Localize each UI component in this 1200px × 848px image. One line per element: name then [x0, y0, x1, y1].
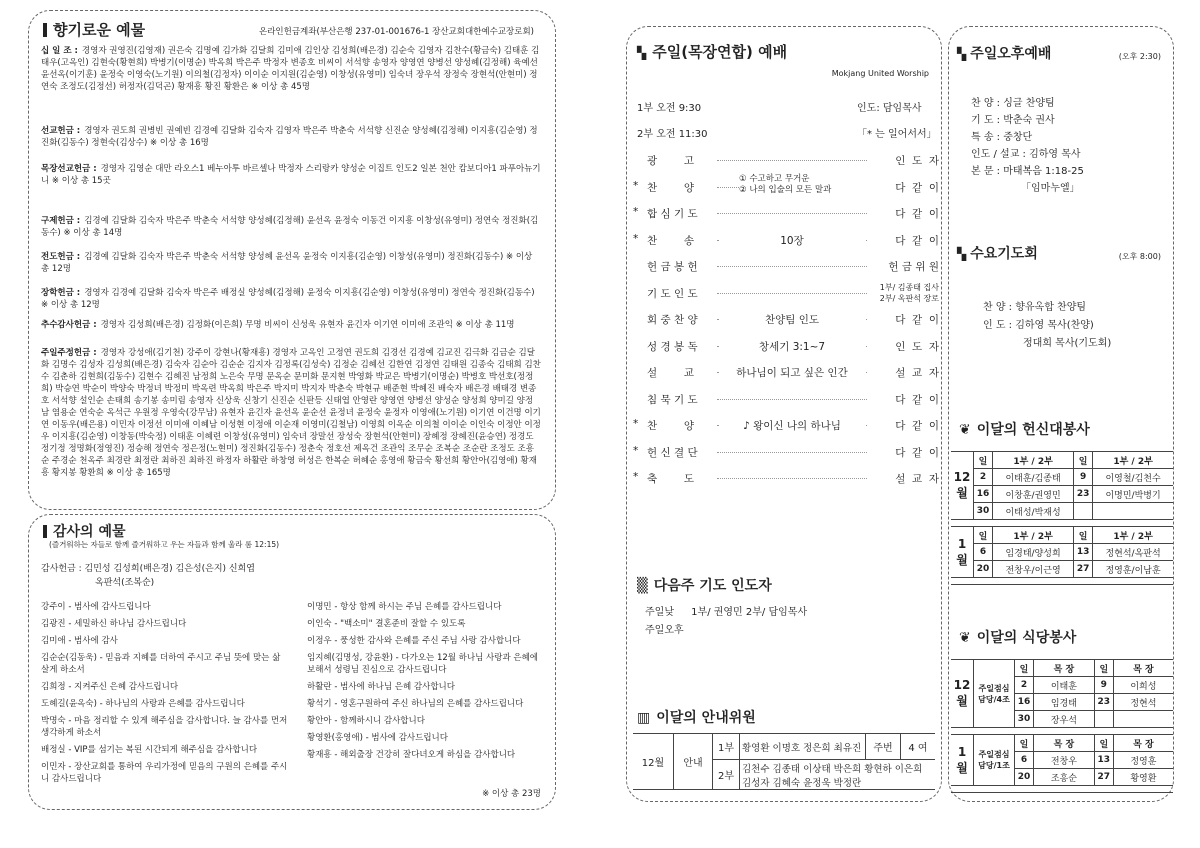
afternoon-title	[957, 43, 1051, 63]
order-label: 성 경 봉 독	[647, 340, 698, 353]
order-content: 창세기 3:1~7	[719, 339, 865, 354]
table-cell: 30	[974, 503, 993, 520]
duty-table	[951, 451, 1173, 585]
wed-time: (오후 8:00)	[1118, 252, 1161, 261]
thanks-subtitle: (즐거워하는 자들로 함께 즐거워하고 우는 자들과 함께 울라 롬 12:15)	[49, 540, 280, 549]
table-cell: 장우석	[1034, 711, 1095, 728]
standing-mark: *	[633, 179, 639, 192]
order-leader: 다 같 이	[895, 234, 939, 247]
table-cell: 6	[1015, 752, 1034, 769]
order-row	[627, 282, 941, 304]
thanks-entry: 이명민 - 항상 함께 하시는 주님 은혜를 감사드립니다	[307, 602, 502, 612]
table-cell: 이창훈/권영민	[993, 486, 1074, 503]
next-prayer-line2: 주일오후	[645, 625, 684, 636]
wed-title	[957, 243, 1038, 263]
offering-names: 경영자 김성희(배은경) 김정화(이은희) 무명 비씨이 신성욱 유현자 윤긴자 이기연 이미애 조관익 ※ 이상 총 11명	[100, 320, 515, 330]
order-leader: 다 같 이	[895, 446, 939, 459]
table-cell: 이희성	[1113, 677, 1173, 694]
thanks-title	[43, 521, 126, 541]
duty-label-cell: 주일점심 담당/4조	[974, 660, 1015, 728]
table-cell	[1074, 503, 1093, 520]
table-row	[951, 503, 1173, 520]
leader-dots	[717, 293, 867, 294]
bullet-icon: ▚	[957, 247, 967, 261]
bullet-icon: ▚	[957, 47, 967, 61]
flower-icon: ❦	[959, 422, 971, 438]
table-cell	[1093, 503, 1173, 520]
standing-note: 「* 는 일어서서」	[857, 129, 937, 140]
order-content: ♪ 왕이신 나의 하나님	[719, 418, 865, 433]
table-cell: 이영철/김천수	[1093, 469, 1173, 486]
offering-names: 경영자 강성애(김기천) 강주이 강현나(황재흥) 경영자 고옥인 고정연 권도희 김경선 김경예 김교진 김극화 김금순 김달화 김명수 김성자 김성희(배은경) 김숙자 김순아 김순순 김지자 김정록(김성숙) 김정순 김혜선 김한연 김정연 김태원 김종숙 김태희 김찬수 김춘하 김현희(김동수) 김현수 김혜진 남정희 노은숙 무명 문옥순 문미화 문지현 박영화 박교은 박병기(이명순) 박병호 박선호(정정희) 박승연 박순이 박양숙 박정녀 박정미 박옥련 박옥희 박은주 박지미 박지자 박춘숙 박현규 배준현 박혜진 배숙자 배은경 배태경 변종호 서석향 설인순 손태희 송기봉 송미림 송영자 신상욱 신창기 신진순 신판등 신태엽 안영란 양영연 양병선 양성순 양성희 양미길 양정남 염용순 연숙순 옥석근 우원정 우영숙(강무남) 유현자 윤긴자 윤선옥 윤순선 윤정녀 윤정숙 윤정자 이영애(노기원) 이기연 이건명 이기연 이동우(배은용) 이민자 이정선 이미애 이혜남 이성현 이정애 이순재 이영미(김철남) 이영희 이옥순 이의철 이이순 이인숙 이정안 이정우 이지흥(김순영) 이창동(박숙정) 이태훈 이혜련 이창성(유영미) 임숙녀 장말선 장성숙 장현석(안현미) 장혜정 장혜진(윤승연) 정경도 정기정 정명화(정영진) 정승해 정연숙 정은정(노현미) 정진화(김동수) 정춘숙 정호선 제옥건 조관익 조무순 조복순 조순란 조정도 조흥순 주경순 천옥주 최경란 최정란 최하진 최하진 하정자 하활란 하창영 허성은 한복순 허혜순 홍영애 황금숙 황선희 황안아(김영애) 황재흥 황지봉 황환희 ※ 이상 총 165명	[41, 348, 541, 478]
header-cell: 목 장	[1113, 735, 1173, 752]
next-prayer-title-text: 다음주 기도 인도자	[653, 578, 772, 594]
thanks-entry: 김미애 - 범사에 감사	[41, 636, 118, 646]
service-1: 1부 오전 9:30	[637, 103, 702, 114]
thanks-total: ※ 이상 총 23명	[482, 789, 541, 799]
offerings-title-text: 향기로운 예물	[53, 21, 146, 39]
header-cell: 1부 / 2부	[993, 527, 1074, 544]
table-cell: 정현석/옥판석	[1093, 544, 1173, 561]
offering-label: 구제헌금 :	[41, 216, 81, 226]
order-leader: 다 같 이	[895, 393, 939, 406]
offering-names: 김경예 김달화 김숙자 박은주 박춘숙 서석향 양성혜 윤선옥 윤정숙 이지흥(김순영) 이창성(유영미) 정진화(김동수) ※ 이상 총 12명	[41, 252, 533, 274]
offering-label: 주일주정헌금 :	[41, 348, 97, 358]
afternoon-row: 특 송 : 중창단	[971, 132, 1033, 143]
duty-title	[959, 419, 1090, 439]
offering-entry	[41, 251, 541, 275]
header-cell: 일	[1074, 452, 1093, 469]
thanks-left-column	[41, 601, 291, 790]
table-header-row	[951, 527, 1173, 544]
month-cell: 1 월	[951, 735, 974, 786]
offering-label: 전도헌금 :	[41, 252, 81, 262]
order-row	[627, 173, 941, 198]
table-row	[951, 544, 1173, 561]
thanks-entry: 임지혜(김명성, 강윤환) - 다가오는 12월 하나님 사랑과 은혜에 보해서 성령님 진심으로 감사드립니다	[307, 653, 538, 675]
order-leader: 1부/ 김종태 집사 2부/ 옥판석 장로	[879, 282, 939, 303]
offering-label: 추수감사헌금 :	[41, 320, 97, 330]
spacer-row	[951, 728, 1173, 735]
leader-dots	[717, 478, 867, 479]
meal-title-text: 이달의 식당봉사	[976, 630, 1077, 646]
wed-row-0: 찬 양 : 향유옥합 찬양팀	[983, 302, 1087, 313]
header-cell: 일	[974, 452, 993, 469]
order-leader: 다 같 이	[895, 314, 939, 326]
header-cell: 목 장	[1034, 735, 1095, 752]
order-row	[627, 149, 941, 171]
spacer-row	[951, 578, 1173, 585]
order-leader: 설 교 자	[895, 473, 939, 485]
header-cell: 목 장	[1034, 660, 1095, 677]
afternoon-row: 기 도 : 박춘숙 권사	[971, 115, 1055, 126]
order-content: 하나님이 되고 싶은 인간	[719, 365, 865, 380]
thanks-entry: 박명숙 - 마음 정리할 수 있게 해주심을 감사합니다. 늘 감사를 먼저 생각하게 하소서	[41, 716, 288, 738]
usher-title	[637, 707, 756, 727]
right-box	[948, 26, 1174, 802]
thanks-entry: 이인숙 - "백소미" 결혼준비 잘할 수 있도록	[307, 619, 466, 629]
wed-row-2: 정대희 목사(기도회)	[1023, 338, 1112, 349]
worship-subtitle: Mokjang United Worship	[831, 69, 929, 78]
table-cell: 이태훈/김종태	[993, 469, 1074, 486]
thanks-title-text: 감사의 예물	[53, 524, 126, 540]
table-cell: 20	[974, 561, 993, 578]
bullet-icon: ▚	[637, 46, 647, 60]
offerings-title	[43, 19, 145, 40]
table-cell: 황영환	[1113, 769, 1173, 786]
table-row	[951, 486, 1173, 503]
offering-label: 선교헌금 :	[41, 126, 81, 136]
table-cell: 27	[1074, 561, 1093, 578]
meal-table	[951, 659, 1173, 793]
standing-mark: *	[633, 232, 639, 245]
offering-entry	[41, 163, 541, 187]
order-label: 헌 금 봉 헌	[647, 261, 698, 273]
offering-entry	[41, 125, 541, 149]
standing-mark: *	[633, 418, 639, 430]
afternoon-row: 본 문 : 마태복음 1:18-25	[971, 166, 1084, 177]
thanks-entry: 배정실 - VIP를 섬기는 복된 시간되게 해주심을 감사합니다	[41, 745, 258, 755]
usher-part1-names: 황영환 이명호 정은희 최유진	[740, 734, 866, 760]
thanks-entry: 김순순(김동욱) - 믿음과 지혜를 더하여 주시고 주님 뜻에 맞는 삶 살게 하소서	[41, 653, 281, 675]
order-row	[627, 308, 941, 330]
thanks-entry: 김광진 - 세밀하신 하나님 감사드립니다	[41, 619, 187, 629]
offering-names: 경영자 권도희 권병빈 권예빈 김경예 김달화 김숙자 김영자 박은주 박춘숙 서석향 신진순 양성혜(김정해) 이지흥(김순영) 정진화(김동수) 정현숙(김상수) ※ 이상 총 16명	[41, 126, 538, 148]
thanks-entry: 하활란 - 범사에 하나님 은혜 감사합니다	[307, 682, 455, 692]
order-row	[627, 388, 941, 410]
order-label: 회 중 찬 양	[647, 314, 698, 326]
thanks-names-line2: 옥판석(조복순)	[95, 578, 155, 588]
offering-names: 경영자 김영순 대만 라오스1 베누아투 바르셀나 박정자 스리랑카 양성순 이집트 인도2 일본 천안 캄보디아1 파푸아뉴기니 ※ 이상 총 15곳	[41, 164, 541, 186]
wed-row-1: 인 도 : 김하영 목사(찬양)	[983, 320, 1094, 331]
order-leader: 설 교 자	[895, 367, 939, 379]
duty-title-text: 이달의 헌신대봉사	[976, 422, 1090, 438]
table-cell: 임경태/양성희	[993, 544, 1074, 561]
table-cell: 13	[1094, 752, 1113, 769]
leader-dots	[717, 266, 867, 267]
table-cell: 2	[974, 469, 993, 486]
table-cell: 이태성/박재성	[993, 503, 1074, 520]
table-cell: 6	[974, 544, 993, 561]
service-2: 2부 오전 11:30	[637, 129, 708, 140]
afternoon-row: 인도 / 설교 : 김하영 목사	[971, 149, 1081, 160]
offering-names: 경영자 김경예 김달화 김숙자 박은주 배정실 양성혜(김정해) 윤정숙 이지흥(김순영) 이창성(유영미) 정연숙 정진화(김동수) ※ 이상 총 12명	[41, 288, 535, 310]
spacer-row	[951, 786, 1173, 793]
month-cell: 12 월	[951, 452, 974, 520]
header-cell: 목 장	[1113, 660, 1173, 677]
duty-label-cell: 주일점심 담당/1조	[974, 735, 1015, 786]
thanks-entry: 이정우 - 풍성한 감사와 은혜를 주신 주님 사랑 감사합니다	[307, 636, 521, 646]
usher-part2: 2부	[713, 760, 740, 790]
table-cell: 전창우	[1034, 752, 1095, 769]
wed-details	[983, 299, 1111, 353]
table-row	[951, 469, 1173, 486]
header-cell: 일	[1015, 735, 1034, 752]
usher-weekly-value: 4 여	[901, 734, 936, 760]
table-cell: 정영훈/이남훈	[1093, 561, 1173, 578]
order-label: 설 교	[647, 367, 694, 379]
thanks-entry: 황영환(홍영애) - 범사에 감사드립니다	[307, 733, 448, 743]
thanks-label: 감사헌금 :	[41, 564, 82, 574]
usher-title-text: 이달의 안내위원	[656, 710, 756, 726]
thanks-entry: 황석기 - 영혼구원하여 주신 하나님의 은혜를 감사드립니다	[307, 699, 524, 709]
usher-part2-names: 김천수 김종태 이상태 박은희 황현하 이은희 김성자 김혜숙 윤정욱 박정란	[740, 760, 936, 790]
table-cell: 이태훈	[1034, 677, 1095, 694]
header-cell: 일	[1074, 527, 1093, 544]
order-row	[627, 335, 941, 357]
header-cell: 1부 / 2부	[993, 452, 1074, 469]
usher-role: 안내	[674, 734, 713, 790]
worship-box	[626, 26, 942, 802]
table-cell: 16	[974, 486, 993, 503]
header-cell: 일	[1015, 660, 1034, 677]
order-label: 찬 양	[647, 181, 694, 194]
table-cell: 정현석	[1113, 694, 1173, 711]
header-cell: 일	[1094, 735, 1113, 752]
order-content: 찬양팀 인도	[719, 312, 865, 327]
afternoon-title-text: 주일오후예배	[970, 46, 1052, 62]
leader-dots	[717, 452, 867, 453]
offering-entry	[41, 215, 541, 239]
meal-title	[959, 627, 1076, 647]
offering-names: 경영자 권영진(김영재) 권은숙 김명예 김가화 김달희 김미애 김인상 김성희(배은경) 김순숙 김영자 김찬수(황금숙) 김태훈 김태우(고옥인) 김현숙(황현희) 박병기(이명순) 박옥희 박은주 박정자 변종호 비씨이 서석향 송영자 양영연 양병선 양성혜(김정해) 육예선 윤선옥(이기훈) 윤정숙 이영숙(노기원) 이의철(김정자) 이이순 이지원(김순영) 이창성(유영미) 임숙녀 장우석 장정숙 장현석(안현미) 정연숙 조정도(김정선) 허정자(김덕곤) 황재흥 황진 황환은 ※ 이상 총 45명	[41, 46, 540, 92]
table-cell: 13	[1074, 544, 1093, 561]
table-header-row	[951, 735, 1173, 752]
leader-dots	[717, 160, 867, 161]
order-row	[627, 361, 941, 383]
table-cell	[1094, 711, 1113, 728]
afternoon-row: 「임마누엘」	[1021, 183, 1080, 194]
table-cell: 정영훈	[1113, 752, 1173, 769]
order-row	[627, 229, 941, 251]
month-cell: 1 월	[951, 527, 974, 578]
bullet-icon: ▥	[637, 710, 651, 726]
thanks-offering-line	[41, 561, 255, 574]
order-label: 찬 양	[647, 420, 694, 432]
header-cell: 1부 / 2부	[1093, 452, 1173, 469]
title-marker-icon	[43, 23, 47, 37]
thanks-entry: 강주이 - 범사에 감사드립니다	[41, 602, 151, 612]
offering-label: 목장선교헌금 :	[41, 164, 97, 174]
order-content: ① 수고하고 무거운 ② 나의 입술의 모든 말과	[739, 174, 885, 196]
offering-entry	[41, 319, 541, 331]
offerings-box	[28, 10, 556, 510]
title-marker-icon	[43, 525, 47, 538]
order-label: 헌 신 결 단	[647, 446, 698, 459]
next-prayer-label1: 주일낮	[645, 607, 674, 618]
standing-mark: *	[633, 471, 639, 483]
thanks-box	[28, 514, 556, 810]
bullet-icon: ▒	[637, 578, 648, 594]
flower-icon: ❦	[959, 630, 971, 646]
table-cell: 9	[1094, 677, 1113, 694]
account-info: 온라인헌금계좌(부산은행 237-01-001676-1 장산교회대한예수교장로회)	[259, 27, 534, 37]
usher-part1: 1부	[713, 734, 740, 760]
afternoon-time: (오후 2:30)	[1118, 52, 1161, 61]
table-header-row	[951, 660, 1173, 677]
order-label: 찬 송	[647, 234, 694, 247]
offering-names: 김경예 김달화 김숙자 박은주 박춘숙 서석향 양성혜(김정해) 윤선옥 윤정숙 이동건 이지흥 이창성(유영미) 정연숙 정진화(김동수) ※ 이상 총 14명	[41, 216, 539, 238]
order-row	[627, 467, 941, 489]
table-cell: 조흥순	[1034, 769, 1095, 786]
table-cell: 전창우/이근영	[993, 561, 1074, 578]
usher-month: 12월	[633, 734, 674, 790]
order-row	[627, 441, 941, 463]
table-cell: 9	[1074, 469, 1093, 486]
order-leader: 다 같 이	[895, 208, 939, 220]
thanks-right-column	[307, 601, 547, 766]
order-label: 기 도 인 도	[647, 287, 698, 300]
leader-dots	[717, 399, 867, 400]
order-leader: 인 도 자	[895, 340, 939, 353]
table-cell	[1113, 711, 1173, 728]
worship-title	[637, 41, 787, 62]
usher-weekly: 주번	[866, 734, 901, 760]
order-row	[627, 414, 941, 436]
standing-mark: *	[633, 444, 639, 457]
order-label: 광 고	[647, 155, 694, 167]
thanks-entry: 황안아 - 함께하시니 감사합니다	[307, 716, 425, 726]
offering-entry	[41, 45, 541, 93]
table-cell: 2	[1015, 677, 1034, 694]
wed-title-text: 수요기도회	[970, 246, 1038, 262]
table-row	[951, 561, 1173, 578]
table-cell: 20	[1015, 769, 1034, 786]
thanks-names: 김민성 김성희(배은경) 김은성(은지) 신희엽	[84, 564, 255, 574]
next-prayer-line1	[645, 603, 807, 618]
table-cell: 23	[1074, 486, 1093, 503]
service-1-leader: 인도: 담임목사	[857, 103, 922, 114]
offering-label: 장학헌금 :	[41, 288, 81, 298]
thanks-entry: 황재흥 - 해외출장 건강히 잘다녀오게 하심을 감사합니다	[307, 750, 516, 760]
order-leader: 헌 금 위 원	[888, 261, 939, 273]
order-label: 침 묵 기 도	[647, 393, 698, 406]
header-cell: 일	[1094, 660, 1113, 677]
offering-label: 십 일 조 :	[41, 46, 78, 56]
header-cell: 일	[974, 527, 993, 544]
order-leader: 다 같 이	[895, 420, 939, 432]
table-cell: 이명민/박병기	[1093, 486, 1173, 503]
table-cell: 16	[1015, 694, 1034, 711]
table-cell: 23	[1094, 694, 1113, 711]
table-cell: 임경태	[1034, 694, 1095, 711]
order-content: 10장	[719, 233, 865, 248]
header-cell: 1부 / 2부	[1093, 527, 1173, 544]
table-header-row	[951, 452, 1173, 469]
month-cell: 12 월	[951, 660, 974, 728]
spacer-row	[951, 520, 1173, 527]
order-row	[627, 255, 941, 277]
order-leader: 다 같 이	[895, 181, 939, 194]
next-prayer-title	[637, 575, 772, 595]
next-prayer-names1: 1부/ 권영민 2부/ 담임목사	[691, 607, 808, 618]
usher-table	[633, 733, 935, 790]
thanks-entry: 이민자 - 장산교회를 통하여 우리가정에 믿음의 구원의 은혜를 주시니 감사드립니다	[41, 762, 288, 784]
afternoon-details	[971, 95, 1084, 197]
worship-title-text: 주일(목장연합) 예배	[652, 43, 788, 61]
order-label: 축 도	[647, 473, 694, 485]
order-leader: 인 도 자	[895, 155, 939, 167]
table-cell: 27	[1094, 769, 1113, 786]
offering-entry	[41, 347, 541, 479]
table-cell: 30	[1015, 711, 1034, 728]
leader-dots	[717, 213, 867, 214]
thanks-entry: 도혜길(윤옥숙) - 하나님의 사랑과 은혜를 감사드립니다	[41, 699, 245, 709]
order-label: 합 심 기 도	[647, 208, 698, 220]
afternoon-row: 찬 양 : 싱글 찬양팀	[971, 98, 1055, 109]
thanks-entry: 김희정 - 지켜주신 은혜 감사드립니다	[41, 682, 179, 692]
standing-mark: *	[633, 206, 639, 218]
order-row	[627, 202, 941, 224]
offering-entry	[41, 287, 541, 311]
